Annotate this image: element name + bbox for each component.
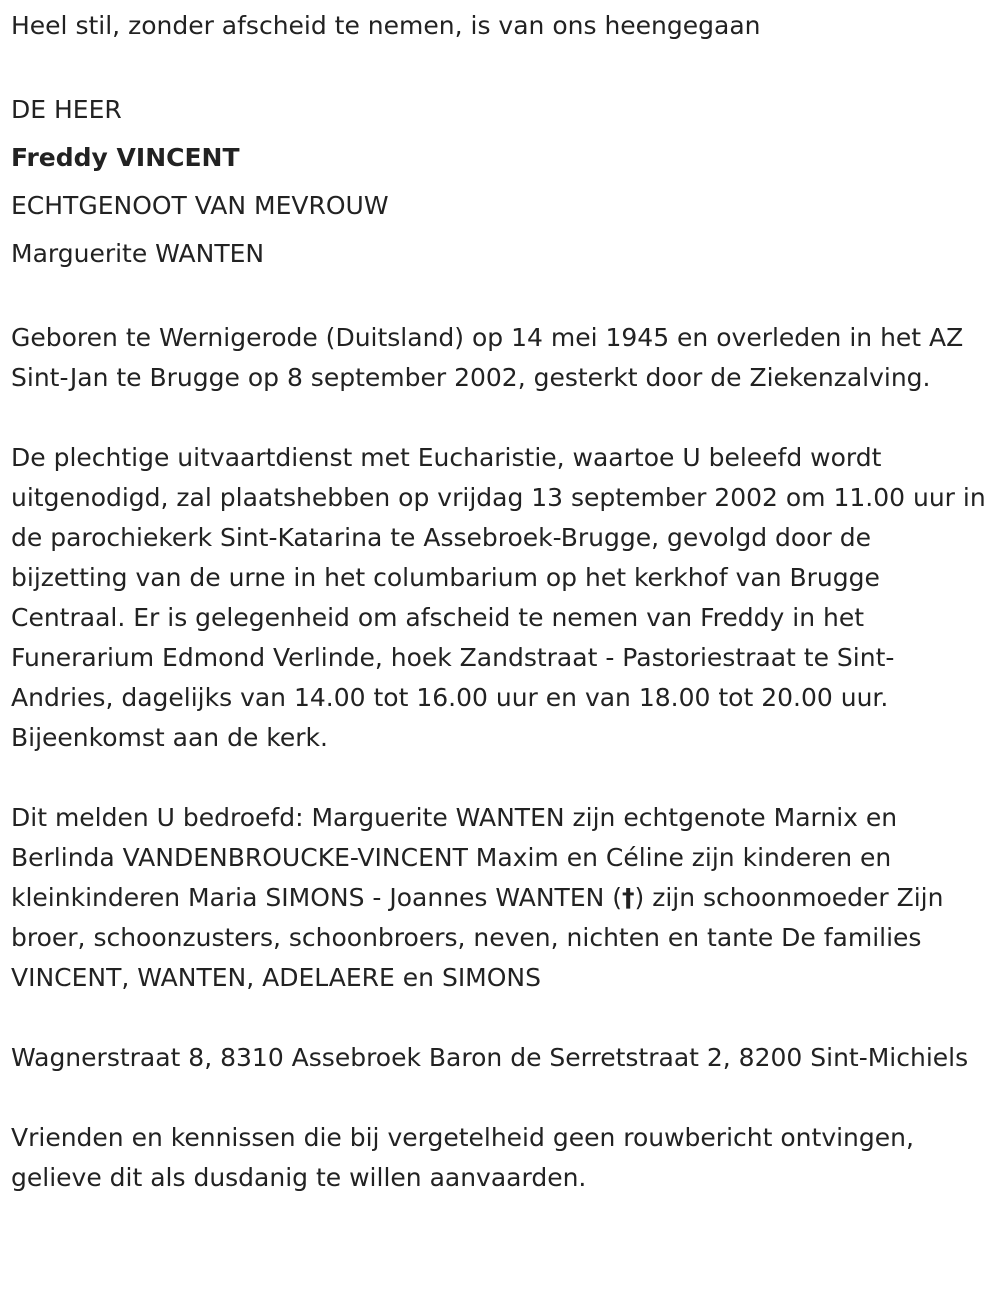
spacer [11,1078,990,1118]
birth-death-paragraph: Geboren te Wernigerode (Duitsland) op 14 mei 1945 en overleden in het AZ Sint-Jan te Brugge op 8 september 2002, gesterkt door de Ziekenzalving. [11,323,964,392]
family-text-part2: ) zijn schoonmoeder Zijn broer, schoonzusters, schoonbroers, neven, nichten en tante De families VINCENT, WANTEN, ADELAERE en SIMONS [11,883,944,992]
obituary-notice [0,6,1000,1292]
spacer [11,758,990,798]
cross-icon: † [622,883,635,912]
closing-paragraph: Vrienden en kennissen die bij vergetelheid geen rouwbericht ontvingen, gelieve dit als dusdanig te willen aanvaarden. [11,1123,914,1192]
ceremony-paragraph: De plechtige uitvaartdienst met Eucharistie, waartoe U beleefd wordt uitgenodigd, zal plaatshebben op vrijdag 13 september 2002 om 11.00 uur in de parochiekerk Sint-Katarina te Assebroek-Brugge, gevolgd door de bijzetting van de urne in het columbarium op het kerkhof van Brugge Centraal. Er is gelegenheid om afscheid te nemen van Freddy in het Funerarium Edmond Verlinde, hoek Zandstraat - Pastoriestraat te Sint-Andries, dagelijks van 14.00 tot 16.00 uur en van 18.00 tot 20.00 uur. Bijeenkomst aan de kerk. [11,443,986,752]
spacer [11,46,990,86]
addresses-paragraph: Wagnerstraat 8, 8310 Assebroek Baron de Serretstraat 2, 8200 Sint-Michiels [11,1043,969,1072]
intro-line: Heel stil, zonder afscheid te nemen, is van ons heengegaan [11,11,761,40]
spacer [11,278,990,318]
family-text-part1: Dit melden U bedroefd: Marguerite WANTEN zijn echtgenote Marnix en Berlinda VANDENBROUCKE-VINCENT Maxim en Céline zijn kinderen en kleinkinderen Maria SIMONS - Joannes WANTEN ( [11,803,898,912]
deceased-name: Freddy VINCENT [11,143,240,172]
title-label: DE HEER [11,95,122,124]
family-paragraph [11,798,990,998]
spouse-label: ECHTGENOOT VAN MEVROUW [11,191,389,220]
spacer [11,998,990,1038]
spouse-name: Marguerite WANTEN [11,239,265,268]
spacer [11,398,990,438]
